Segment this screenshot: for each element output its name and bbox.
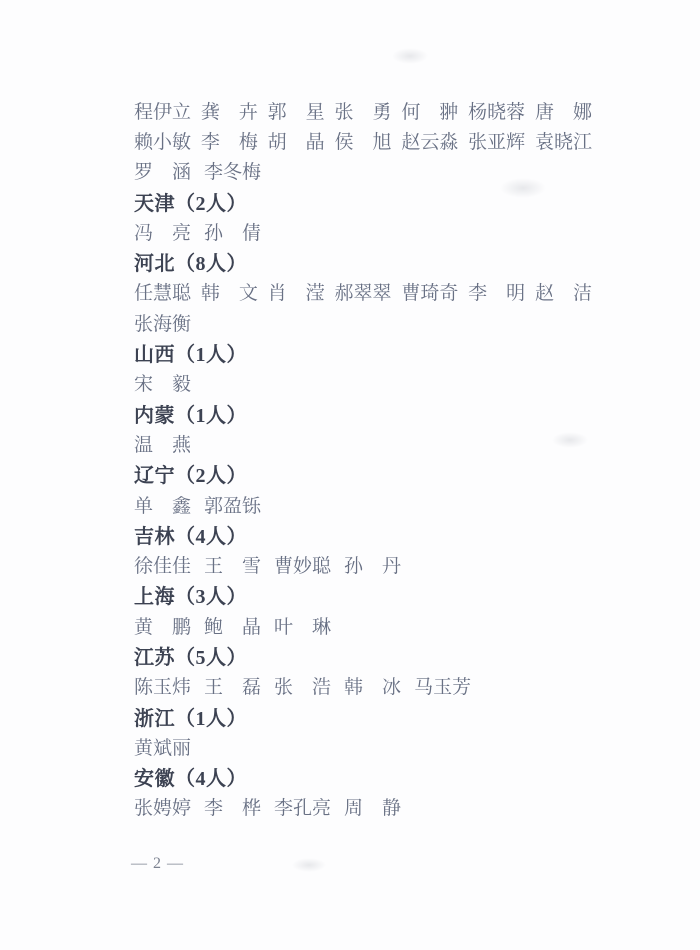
person-name: 赵 洁 <box>534 283 592 305</box>
person-name: 孙 丹 <box>344 556 402 578</box>
person-name: 郝翠翠 <box>334 283 392 305</box>
names-line <box>134 307 592 337</box>
person-name: 袁晓江 <box>534 131 592 153</box>
person-name: 李孔亮 <box>274 798 332 820</box>
person-name: 鲍 晶 <box>204 616 262 638</box>
person-name: 曹琦奇 <box>401 283 459 305</box>
province-header: 河北（8人） <box>134 253 247 276</box>
person-name: 程伊立 <box>134 101 192 123</box>
person-name: 曹妙聪 <box>274 556 332 578</box>
names-line <box>134 792 592 822</box>
person-name: 徐佳佳 <box>134 556 192 578</box>
person-name: 黄斌丽 <box>134 737 192 759</box>
province-header: 天津（2人） <box>134 192 247 215</box>
person-name: 韩 冰 <box>344 677 402 699</box>
person-name: 肖 滢 <box>267 283 325 305</box>
province-header: 上海（3人） <box>134 586 247 609</box>
person-name: 韩 文 <box>200 283 258 305</box>
province-header: 安徽（4人） <box>134 768 247 791</box>
person-name: 杨晓蓉 <box>468 101 526 123</box>
names-line <box>134 489 592 519</box>
person-name: 何 翀 <box>401 101 459 123</box>
names-line <box>134 731 592 761</box>
person-name: 周 静 <box>344 798 402 820</box>
person-name: 王 磊 <box>204 677 262 699</box>
person-name: 宋 毅 <box>134 374 192 396</box>
person-name: 郭盈铄 <box>204 495 262 517</box>
person-name: 张 浩 <box>274 677 332 699</box>
names-line <box>134 671 592 701</box>
person-name: 王 雪 <box>204 556 262 578</box>
person-name: 李冬梅 <box>204 162 262 184</box>
person-name: 任慧聪 <box>134 283 192 305</box>
province-header: 辽宁（2人） <box>134 465 247 488</box>
person-name: 罗 涵 <box>134 162 192 184</box>
person-name: 郭 星 <box>267 101 325 123</box>
names-line <box>134 549 592 579</box>
names-line <box>134 125 592 155</box>
person-name: 赵云淼 <box>401 131 459 153</box>
person-name: 赖小敏 <box>134 131 192 153</box>
names-line <box>134 156 592 186</box>
person-name: 胡 晶 <box>267 131 325 153</box>
province-header: 内蒙（1人） <box>134 404 247 427</box>
person-name: 单 鑫 <box>134 495 192 517</box>
scan-smudge <box>392 48 428 64</box>
names-line <box>134 95 592 125</box>
person-name: 张海衡 <box>134 313 192 335</box>
person-name: 李 桦 <box>204 798 262 820</box>
scan-smudge <box>292 858 326 872</box>
names-line <box>134 428 592 458</box>
province-header: 浙江（1人） <box>134 707 247 730</box>
person-name: 陈玉炜 <box>134 677 192 699</box>
person-name: 黄 鹏 <box>134 616 192 638</box>
person-name: 龚 卉 <box>200 101 258 123</box>
page-number: — 2 — <box>131 855 184 872</box>
person-name: 张亚辉 <box>468 131 526 153</box>
names-line <box>134 216 592 246</box>
names-line <box>134 610 592 640</box>
names-line <box>134 368 592 398</box>
person-name: 马玉芳 <box>414 677 472 699</box>
person-name: 张娉婷 <box>134 798 192 820</box>
person-name: 唐 娜 <box>534 101 592 123</box>
document-content <box>134 95 592 822</box>
person-name: 张 勇 <box>334 101 392 123</box>
person-name: 冯 亮 <box>134 222 192 244</box>
province-header: 江苏（5人） <box>134 646 247 669</box>
province-header: 吉林（4人） <box>134 525 247 548</box>
person-name: 侯 旭 <box>334 131 392 153</box>
person-name: 孙 倩 <box>204 222 262 244</box>
person-name: 温 燕 <box>134 434 192 456</box>
province-header: 山西（1人） <box>134 344 247 367</box>
names-line <box>134 277 592 307</box>
person-name: 李 明 <box>468 283 526 305</box>
person-name: 叶 琳 <box>274 616 332 638</box>
person-name: 李 梅 <box>200 131 258 153</box>
